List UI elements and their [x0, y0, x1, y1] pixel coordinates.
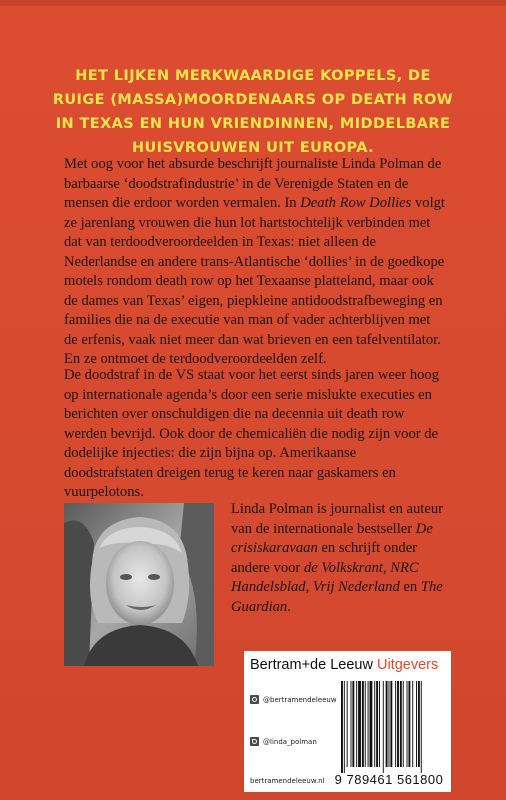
barcode-bar [370, 681, 373, 767]
twitter-icon [250, 737, 259, 746]
barcode-bar [347, 681, 348, 767]
barcode-bar [374, 681, 375, 767]
barcode-bar [412, 681, 413, 767]
instagram-handle [250, 695, 337, 704]
publisher-website: bertramendeleeuw.nl [250, 777, 325, 785]
barcode-bar [383, 681, 384, 773]
barcode-bar [362, 681, 364, 767]
publisher-name-part-1: Bertram [250, 657, 302, 673]
barcode-bar [352, 681, 354, 767]
description-paragraph-2: De doodstraf in de VS staat voor het eerst sinds jaren weer hoog op internationale agenda’s door een serie mislukte executies en berichten over onschuldigen die na decennia uit death row werden bevrijd. Ook door de chemicaliën die nodig zijn voor de dodelijke injecties: die zijn bijna op. Amerikaanse doodstrafstaten dreigen terug te keren naar gaskamers en vuurpelotons. [64, 367, 440, 500]
barcode-bar [390, 681, 392, 767]
paragraph-1-text-b: volgt ze jarenlang vrouwen die hun lot hartstochtelijk verbinden met dat van terdoodveroordeelden in Texas: niet alleen de Nederlandse en andere trans-Atlantische ‘dollies’ in de goedkope motels rondom death row op het Texaanse platteland, maar ook de dames van Texas’ eigen, piepkleine antidoodstrafbeweging en families die na de executie van man of vader achterblijven met de erfenis, vaak niet meer dan wat brieven en een tafelventilator. En ze ontmoet de terdoodveroordeelden zelf. [64, 195, 445, 367]
barcode-bar [344, 681, 345, 773]
barcode-bar [418, 681, 420, 767]
author-bio [231, 500, 449, 617]
top-edge [0, 0, 506, 6]
bio-text-2: en schrijft onder andere voor [231, 540, 418, 576]
bio-text-6: . [287, 598, 291, 615]
barcode-bar [376, 681, 378, 767]
twitter-handle [250, 737, 317, 746]
barcode-bar [341, 681, 343, 773]
barcode-bar [386, 681, 388, 767]
bio-italic-2: de Volkskrant [303, 559, 383, 576]
barcode-bar [379, 681, 380, 767]
description-paragraph-1 [64, 155, 445, 370]
barcode-bar [416, 681, 417, 767]
publisher-plus: + [301, 657, 311, 673]
barcode-bar [408, 681, 410, 767]
book-title-italic: Death Row Dollies [300, 195, 412, 211]
bio-text-4: , [305, 579, 313, 595]
author-photo [64, 503, 214, 666]
bio-italic-4: Vrij Nederland [312, 579, 400, 595]
bio-italic-1: De crisiskaravaan [231, 520, 433, 556]
bio-text-1: Linda Polman is journalist en auteur van de internationale bestseller [231, 501, 443, 537]
publisher-name-part-2: de Leeuw [310, 657, 373, 673]
instagram-text: @bertramendeleeuw [263, 695, 337, 704]
paragraph-1-text-a: Met oog voor het absurde beschrijft journaliste Linda Polman de barbaarse ‘doodstrafindustrie’ in de Verenigde Staten en de mensen die erdoor worden vermalen. In [64, 156, 442, 211]
tagline: HET LIJKEN MERKWAARDIGE KOPPELS, DE RUIGE (MASSA)MOORDENAARS OP DEATH ROW IN TEXAS EN HUN VRIENDINNEN, MIDDELBARE HUISVROUWEN UIT EUROPA. [52, 68, 454, 156]
barcode-bar [358, 681, 361, 767]
author-photo-image [64, 503, 214, 666]
publisher-barcode-label [244, 651, 451, 792]
barcode-bar [368, 681, 369, 767]
barcode-bar [395, 681, 396, 767]
barcode-bar [389, 681, 390, 767]
barcode-bar [403, 681, 404, 767]
barcode-bar [397, 681, 399, 767]
publisher-name [250, 657, 438, 673]
bio-italic-3: NRC Handelsblad [231, 559, 419, 595]
instagram-icon [250, 695, 259, 704]
barcode-bar [421, 681, 422, 773]
isbn-number: 9 789461 561800 [334, 772, 444, 787]
twitter-text: @linda_polman [263, 737, 317, 746]
barcode-bar [407, 681, 408, 767]
bio-italic-5: The Guardian [231, 579, 443, 615]
bio-text-5: en [399, 579, 421, 595]
bio-text-3: , [382, 559, 391, 576]
publisher-name-part-3: Uitgevers [372, 657, 439, 673]
barcode-bar [365, 681, 366, 767]
barcode-bar [356, 681, 357, 767]
barcode-bar [351, 681, 352, 767]
barcode-bar [400, 681, 402, 767]
barcode-icon [339, 681, 445, 773]
